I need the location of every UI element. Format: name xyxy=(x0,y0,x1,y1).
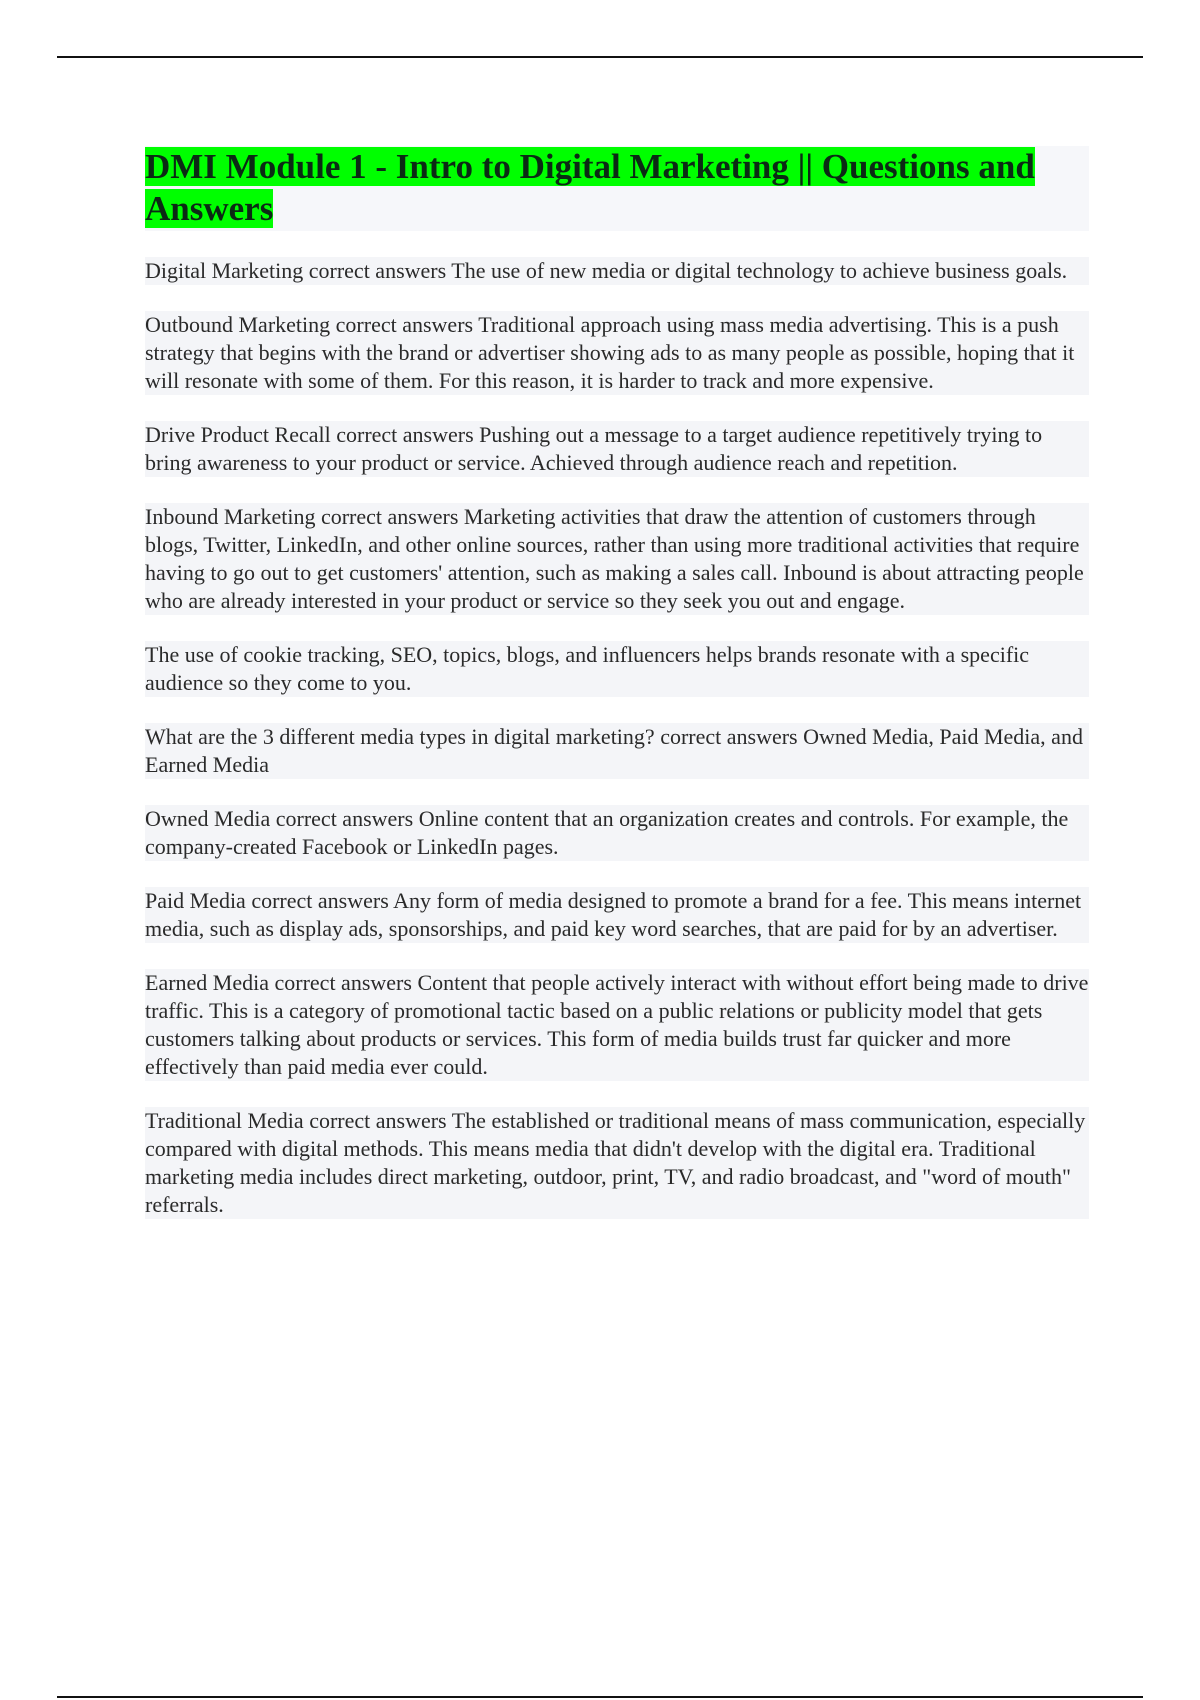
top-rule xyxy=(57,56,1143,58)
qa-entry xyxy=(145,503,1089,615)
qa-answer: Content that people actively interact with without effort being made to drive traffic. This is a category of promotional tactic based on a public relations or publicity model that gets customers talking about products or services. This form of media builds trust far quicker and more effectively than paid media ever could. xyxy=(145,970,1089,1079)
qa-term: Earned Media xyxy=(145,970,269,995)
qa-entry xyxy=(145,311,1089,395)
title-highlight: DMI Module 1 - Intro to Digital Marketing || Questions and Answers xyxy=(145,147,1035,228)
qa-term: Digital Marketing xyxy=(145,258,304,283)
qa-answer: Traditional approach using mass media advertising. This is a push strategy that begins with the brand or advertiser showing ads to as many people as possible, hoping that it will resonate with some of them. For this reason, it is harder to track and more expensive. xyxy=(145,312,1075,393)
qa-answer: The established or traditional means of mass communication, especially compared with digital methods. This means media that didn't develop with the digital era. Traditional marketing media includes direct marketing, outdoor, print, TV, and radio broadcast, and "word of mouth" referrals. xyxy=(145,1108,1086,1217)
qa-separator: correct answers xyxy=(251,888,389,913)
title-block xyxy=(145,146,1089,231)
qa-separator: correct answers xyxy=(660,724,798,749)
qa-separator: correct answers xyxy=(274,970,412,995)
document-title xyxy=(145,146,1089,229)
qa-separator: correct answers xyxy=(308,258,447,283)
qa-term: Paid Media xyxy=(145,888,246,913)
qa-list xyxy=(145,257,1089,1219)
qa-term: Traditional Media xyxy=(145,1108,304,1133)
qa-answer: Marketing activities that draw the attention of customers through blogs, Twitter, LinkedIn, and other online sources, rather than using more traditional activities that require having to go out to get customers' attention, such as making a sales call. Inbound is about attracting people who are already interested in your product or service so they seek you out and engage. xyxy=(145,504,1084,613)
document-body xyxy=(145,146,1089,1245)
qa-note xyxy=(145,641,1089,697)
qa-separator: correct answers xyxy=(336,422,474,447)
qa-entry xyxy=(145,887,1089,943)
qa-entry xyxy=(145,723,1089,779)
bottom-rule xyxy=(57,1696,1143,1698)
qa-entry xyxy=(145,805,1089,861)
qa-entry xyxy=(145,421,1089,477)
qa-separator: correct answers xyxy=(309,1108,447,1133)
qa-note-text: The use of cookie tracking, SEO, topics, blogs, and influencers helps brands resonate with a specific audience so they come to you. xyxy=(145,642,1030,695)
qa-answer: Pushing out a message to a target audience repetitively trying to bring awareness to your product or service. Achieved through audience reach and repetition. xyxy=(145,422,1043,475)
qa-term: Outbound Marketing xyxy=(145,312,331,337)
qa-term: Drive Product Recall xyxy=(145,422,331,447)
qa-entry xyxy=(145,257,1089,285)
qa-term: Inbound Marketing xyxy=(145,504,316,529)
qa-answer: The use of new media or digital technology to achieve business goals. xyxy=(451,258,1068,283)
qa-answer: Any form of media designed to promote a brand for a fee. This means internet media, such as display ads, sponsorships, and paid key word searches, that are paid for by an advertiser. xyxy=(145,888,1082,941)
qa-answer: Owned Media, Paid Media, and Earned Media xyxy=(145,724,1083,777)
qa-entry xyxy=(145,1107,1089,1219)
qa-separator: correct answers xyxy=(335,312,474,337)
qa-entry xyxy=(145,969,1089,1081)
qa-answer: Online content that an organization creates and controls. For example, the company-created Facebook or LinkedIn pages. xyxy=(145,806,1069,859)
qa-term: What are the 3 different media types in digital marketing? xyxy=(145,724,655,749)
qa-term: Owned Media xyxy=(145,806,271,831)
qa-separator: correct answers xyxy=(275,806,414,831)
qa-separator: correct answers xyxy=(320,504,459,529)
